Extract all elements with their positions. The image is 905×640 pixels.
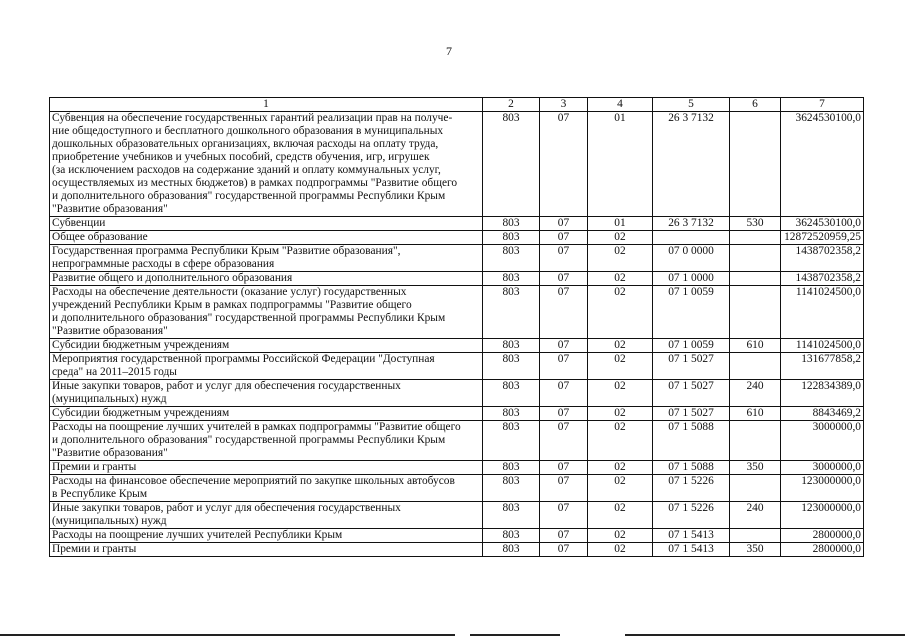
row-subsection: 02 [588, 231, 653, 245]
row-admin-code: 803 [483, 475, 540, 502]
header-col-5: 5 [653, 98, 730, 112]
row-target-article: 07 1 0000 [653, 272, 730, 286]
row-target-article: 07 0 0000 [653, 245, 730, 272]
budget-table [49, 97, 864, 557]
row-amount: 1438702358,2 [781, 272, 864, 286]
row-target-article: 07 1 5027 [653, 407, 730, 421]
row-admin-code: 803 [483, 339, 540, 353]
row-subsection: 02 [588, 353, 653, 380]
row-expense-type [730, 272, 781, 286]
row-section: 07 [540, 272, 588, 286]
row-expense-type [730, 529, 781, 543]
table-row [50, 529, 864, 543]
table-row [50, 407, 864, 421]
row-name: Субвенции [50, 217, 483, 231]
table-row [50, 353, 864, 380]
row-expense-type [730, 245, 781, 272]
row-amount: 12872520959,25 [781, 231, 864, 245]
row-amount: 3000000,0 [781, 421, 864, 461]
row-expense-type: 610 [730, 339, 781, 353]
row-admin-code: 803 [483, 529, 540, 543]
row-admin-code: 803 [483, 112, 540, 217]
row-section: 07 [540, 112, 588, 217]
row-amount: 1141024500,0 [781, 339, 864, 353]
row-amount: 1438702358,2 [781, 245, 864, 272]
table-row [50, 245, 864, 272]
row-target-article: 07 1 5027 [653, 353, 730, 380]
row-target-article: 07 1 5226 [653, 502, 730, 529]
row-expense-type [730, 112, 781, 217]
row-target-article [653, 231, 730, 245]
row-target-article: 07 1 0059 [653, 339, 730, 353]
row-name: Премии и гранты [50, 543, 483, 557]
row-section: 07 [540, 407, 588, 421]
row-amount: 1141024500,0 [781, 286, 864, 339]
row-amount: 122834389,0 [781, 380, 864, 407]
row-name: Развитие общего и дополнительного образования [50, 272, 483, 286]
row-amount: 123000000,0 [781, 475, 864, 502]
row-section: 07 [540, 475, 588, 502]
table-row [50, 380, 864, 407]
row-expense-type: 240 [730, 502, 781, 529]
row-section: 07 [540, 461, 588, 475]
row-name: Расходы на финансовое обеспечение мероприятий по закупке школьных автобусов в Республике Крым [50, 475, 483, 502]
row-target-article: 07 1 5088 [653, 421, 730, 461]
footer-rule-mid [470, 634, 560, 636]
row-expense-type: 530 [730, 217, 781, 231]
table-row [50, 475, 864, 502]
table-row [50, 339, 864, 353]
table-row [50, 272, 864, 286]
row-admin-code: 803 [483, 272, 540, 286]
row-name: Иные закупки товаров, работ и услуг для обеспечения государственных (муниципальных) нужд [50, 502, 483, 529]
row-section: 07 [540, 353, 588, 380]
row-subsection: 02 [588, 461, 653, 475]
row-subsection: 02 [588, 421, 653, 461]
row-section: 07 [540, 231, 588, 245]
row-target-article: 07 1 5226 [653, 475, 730, 502]
row-subsection: 02 [588, 529, 653, 543]
row-section: 07 [540, 217, 588, 231]
row-section: 07 [540, 529, 588, 543]
row-section: 07 [540, 421, 588, 461]
row-subsection: 02 [588, 245, 653, 272]
table-row [50, 112, 864, 217]
row-target-article: 07 1 0059 [653, 286, 730, 339]
row-amount: 8843469,2 [781, 407, 864, 421]
row-target-article: 07 1 5027 [653, 380, 730, 407]
footer-rule-left [0, 634, 455, 636]
row-subsection: 02 [588, 286, 653, 339]
row-amount: 3624530100,0 [781, 112, 864, 217]
row-name: Премии и гранты [50, 461, 483, 475]
row-admin-code: 803 [483, 380, 540, 407]
row-expense-type [730, 286, 781, 339]
row-admin-code: 803 [483, 543, 540, 557]
row-target-article: 07 1 5088 [653, 461, 730, 475]
table-row [50, 502, 864, 529]
row-expense-type: 240 [730, 380, 781, 407]
row-expense-type [730, 353, 781, 380]
header-col-1: 1 [50, 98, 483, 112]
row-subsection: 02 [588, 380, 653, 407]
row-admin-code: 803 [483, 245, 540, 272]
table-row [50, 421, 864, 461]
row-subsection: 02 [588, 543, 653, 557]
row-target-article: 26 3 7132 [653, 217, 730, 231]
row-name: Общее образование [50, 231, 483, 245]
row-name: Расходы на поощрение лучших учителей Республики Крым [50, 529, 483, 543]
row-expense-type: 610 [730, 407, 781, 421]
header-col-4: 4 [588, 98, 653, 112]
page-number: 7 [446, 44, 452, 58]
row-section: 07 [540, 543, 588, 557]
row-section: 07 [540, 502, 588, 529]
header-col-2: 2 [483, 98, 540, 112]
row-admin-code: 803 [483, 461, 540, 475]
row-subsection: 01 [588, 217, 653, 231]
row-name: Иные закупки товаров, работ и услуг для обеспечения государственных (муниципальных) нужд [50, 380, 483, 407]
row-section: 07 [540, 380, 588, 407]
row-subsection: 01 [588, 112, 653, 217]
table-row [50, 543, 864, 557]
table-row [50, 231, 864, 245]
header-col-6: 6 [730, 98, 781, 112]
row-section: 07 [540, 339, 588, 353]
row-target-article: 26 3 7132 [653, 112, 730, 217]
table-body [50, 112, 864, 557]
row-expense-type [730, 421, 781, 461]
row-admin-code: 803 [483, 286, 540, 339]
row-amount: 3000000,0 [781, 461, 864, 475]
row-amount: 123000000,0 [781, 502, 864, 529]
row-admin-code: 803 [483, 231, 540, 245]
table-row [50, 461, 864, 475]
footer-rule-right [625, 634, 905, 636]
row-name: Расходы на поощрение лучших учителей в рамках подпрограммы "Развитие общего и дополнительного образования" государственной программы Республики Крым "Развитие образования" [50, 421, 483, 461]
row-expense-type: 350 [730, 543, 781, 557]
row-expense-type: 350 [730, 461, 781, 475]
row-name: Субсидии бюджетным учреждениям [50, 339, 483, 353]
row-subsection: 02 [588, 339, 653, 353]
row-subsection: 02 [588, 407, 653, 421]
row-admin-code: 803 [483, 502, 540, 529]
row-admin-code: 803 [483, 407, 540, 421]
row-section: 07 [540, 245, 588, 272]
row-section: 07 [540, 286, 588, 339]
table-row [50, 286, 864, 339]
row-admin-code: 803 [483, 421, 540, 461]
row-subsection: 02 [588, 272, 653, 286]
row-name: Государственная программа Республики Крым "Развитие образования", непрограммные расходы в сфере образования [50, 245, 483, 272]
row-admin-code: 803 [483, 353, 540, 380]
row-subsection: 02 [588, 502, 653, 529]
row-amount: 2800000,0 [781, 529, 864, 543]
row-admin-code: 803 [483, 217, 540, 231]
row-name: Субсидии бюджетным учреждениям [50, 407, 483, 421]
row-name: Мероприятия государственной программы Российской Федерации "Доступная среда" на 2011–2015 годы [50, 353, 483, 380]
header-row [50, 98, 864, 112]
row-amount: 3624530100,0 [781, 217, 864, 231]
row-name: Расходы на обеспечение деятельности (оказание услуг) государственных учреждений Республики Крым в рамках подпрограммы "Развитие общего и дополнительного образования" государственной программы Республики Крым "Развитие образования" [50, 286, 483, 339]
header-col-3: 3 [540, 98, 588, 112]
row-expense-type [730, 475, 781, 502]
row-expense-type [730, 231, 781, 245]
row-target-article: 07 1 5413 [653, 543, 730, 557]
row-name: Субвенция на обеспечение государственных гарантий реализации прав на получе- ние общедоступного и бесплатного дошкольного образования в муниципальных дошкольных образовательных организациях, включая расходы на оплату труда, приобретение учебников и учебных пособий, средств обучения, игр, игрушек (за исключением расходов на содержание зданий и оплату коммунальных услуг, осуществляемых из местных бюджетов) в рамках подпрограммы "Развитие общего и дополнительного образования" государственной программы Республики Крым "Развитие образования" [50, 112, 483, 217]
row-target-article: 07 1 5413 [653, 529, 730, 543]
row-amount: 2800000,0 [781, 543, 864, 557]
header-col-7: 7 [781, 98, 864, 112]
table-row [50, 217, 864, 231]
row-amount: 131677858,2 [781, 353, 864, 380]
row-subsection: 02 [588, 475, 653, 502]
